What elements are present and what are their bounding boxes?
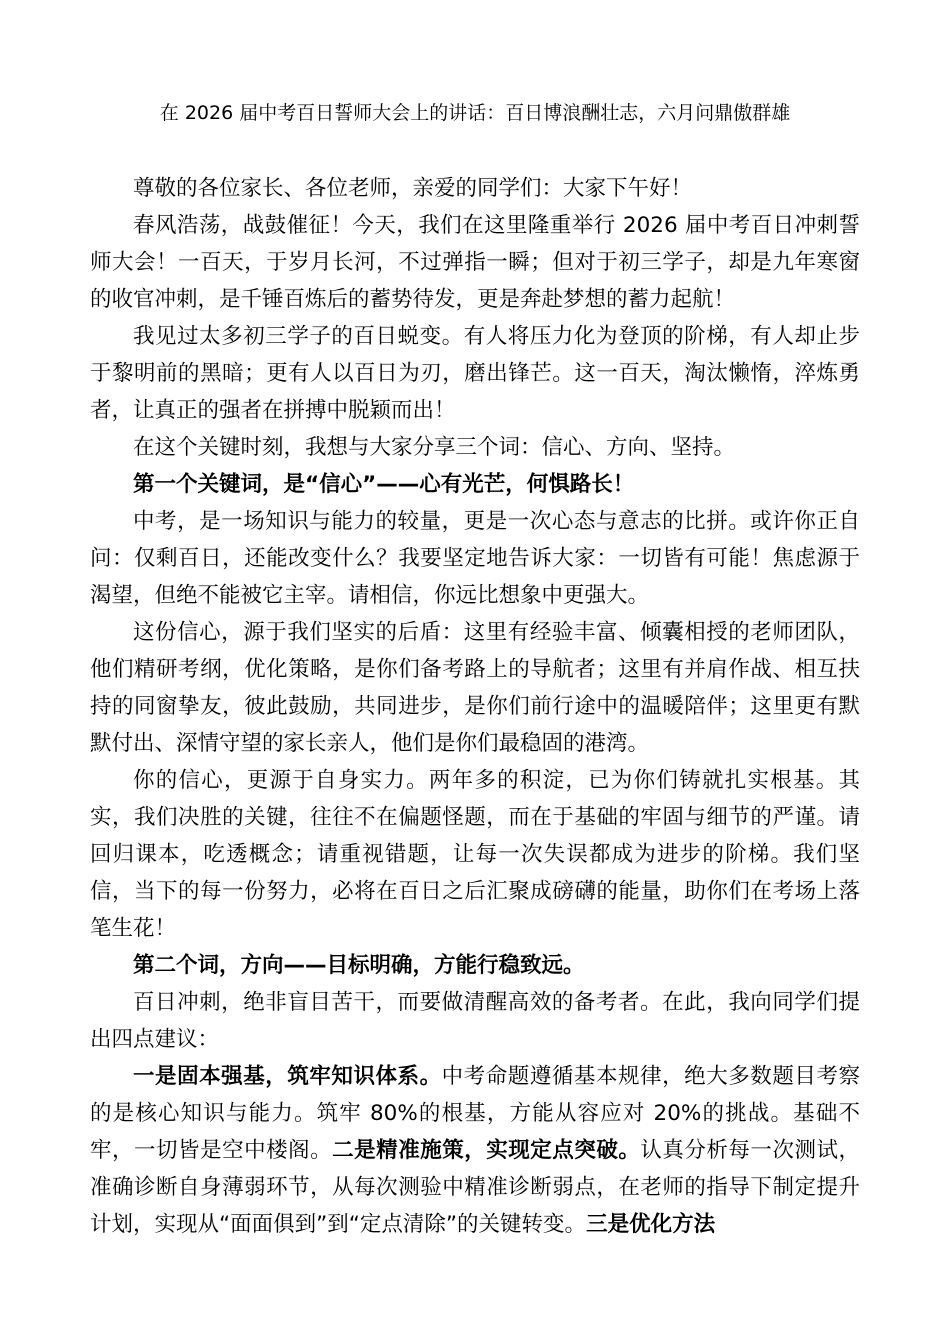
section-heading: 第一个关键词，是“信心”——心有光芒，何惧路长！ [133,472,635,497]
paragraph: 百日冲刺，绝非盲目苦干，而要做清醒高效的备考者。在此，我向同学们提出四点建议： [90,990,860,1052]
suggestion-heading: 三是优化方法 [586,1212,716,1237]
section-heading: 第二个词，方向——目标明确，方能行稳致远。 [133,953,585,978]
paragraph: 在这个关键时刻，我想与大家分享三个词：信心、方向、坚持。 [133,435,736,460]
paragraph: 春风浩荡，战鼓催征！今天，我们在这里隆重举行 2026 届中考百日冲刺誓师大会！一百天，于岁月长河，不过弹指一瞬；但对于初三学子，却是九年寒窗的收官冲刺，是千锤百炼后的蓄势待发，更是奔赴梦想的蓄力起航！ [90,213,860,312]
paragraph: 中考，是一场知识与能力的较量，更是一次心态与意志的比拼。或许你正自问：仅剩百日，还能改变什么？我要坚定地告诉大家：一切皆有可能！焦虑源于渴望，但绝不能被它主宰。请相信，你远比想象中更强大。 [90,509,860,608]
suggestions-paragraph [90,1058,860,1243]
suggestion-text: 认真分析每一次测试，准确诊断自身薄弱环节，从每次测验中精准诊断弱点，在老师的指导下制定提升计划，实现从“面面俱到”到“定点清除”的关键转变。 [90,1138,860,1237]
suggestion-heading: 一是固本强基，筑牢知识体系。 [133,1064,442,1089]
document-title: 在 2026 届中考百日誓师大会上的讲话：百日博浪酬壮志，六月问鼎傲群雄 [159,102,791,124]
document-body [90,170,860,1243]
greeting-paragraph: 尊敬的各位家长、各位老师，亲爱的同学们：大家下午好！ [133,176,693,201]
paragraph: 我见过太多初三学子的百日蜕变。有人将压力化为登顶的阶梯，有人却止步于黎明前的黑暗；更有人以百日为刃，磨出锋芒。这一百天，淘汰懒惰，淬炼勇者，让真正的强者在拼搏中脱颖而出！ [90,324,860,423]
paragraph: 这份信心，源于我们坚实的后盾：这里有经验丰富、倾囊相授的老师团队，他们精研考纲，优化策略，是你们备考路上的导航者；这里有并肩作战、相互扶持的同窗挚友，彼此鼓励，共同进步，是你们前行途中的温暖陪伴；这里更有默默付出、深情守望的家长亲人，他们是你们最稳固的港湾。 [90,620,860,756]
paragraph: 你的信心，更源于自身实力。两年多的积淀，已为你们铸就扎实根基。其实，我们决胜的关键，往往不在偏题怪题，而在于基础的牢固与细节的严谨。请回归课本，吃透概念；请重视错题，让每一次失误都成为进步的阶梯。我们坚信，当下的每一份努力，必将在百日之后汇聚成磅礴的能量，助你们在考场上落笔生花！ [90,768,860,941]
suggestion-heading: 二是精准施策，实现定点突破。 [332,1138,641,1163]
suggestion-text: 中考命题遵循基本规律，绝大多数题目考察的是核心知识与能力。筑牢 80%的根基，方能从容应对 20%的挑战。基础不牢，一切皆是空中楼阁。 [90,1064,860,1163]
